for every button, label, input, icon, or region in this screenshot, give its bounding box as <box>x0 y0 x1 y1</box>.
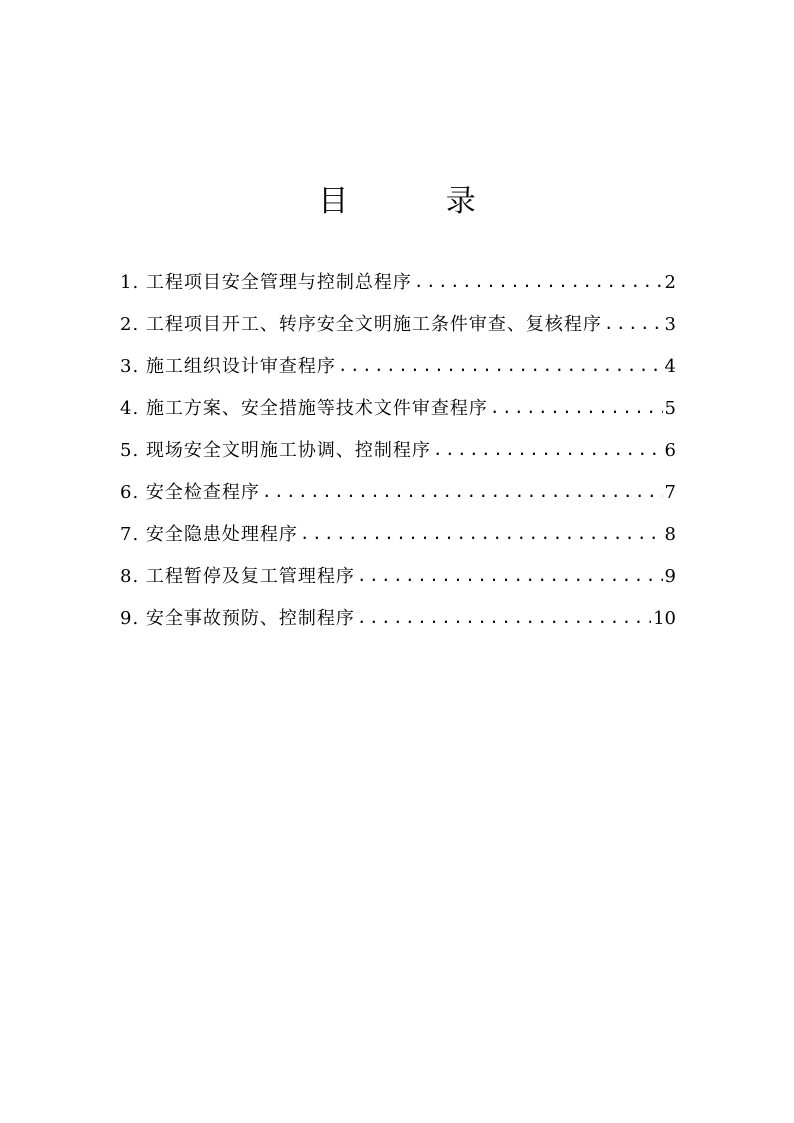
toc-entry-page: 3 <box>664 314 676 335</box>
toc-leader-dots <box>604 311 663 337</box>
toc-entry-text: 6. 安全检查程序 <box>120 482 260 503</box>
toc-entry-page: 2 <box>664 272 676 293</box>
toc-list <box>120 270 676 648</box>
toc-entry-text: 3. 施工组织设计审查程序 <box>120 356 336 377</box>
toc-entry-page: 8 <box>664 524 676 545</box>
toc-entry-text: 5. 现场安全文明施工协调、控制程序 <box>120 440 431 461</box>
toc-entry-page: 10 <box>653 608 676 629</box>
toc-entry-page: 7 <box>664 482 676 503</box>
toc-leader-dots <box>338 353 663 379</box>
toc-leader-dots <box>357 605 651 631</box>
toc-leader-dots <box>433 437 663 463</box>
toc-entry[interactable] <box>120 396 676 438</box>
toc-entry-page: 9 <box>664 566 676 587</box>
toc-entry-text: 8. 工程暂停及复工管理程序 <box>120 566 355 587</box>
toc-entry-text: 1. 工程项目安全管理与控制总程序 <box>120 272 412 293</box>
toc-entry-text: 4. 施工方案、安全措施等技术文件审查程序 <box>120 398 488 419</box>
toc-leader-dots <box>414 269 663 295</box>
toc-entry-page: 5 <box>664 398 676 419</box>
toc-title: 目 录 <box>318 184 520 219</box>
toc-entry-text: 2. 工程项目开工、转序安全文明施工条件审查、复核程序 <box>120 314 602 335</box>
toc-entry[interactable] <box>120 606 676 648</box>
toc-entry[interactable] <box>120 312 676 354</box>
toc-entry-page: 6 <box>664 440 676 461</box>
toc-entry-page: 4 <box>664 356 676 377</box>
toc-leader-dots <box>490 395 663 421</box>
toc-entry[interactable] <box>120 522 676 564</box>
toc-entry[interactable] <box>120 354 676 396</box>
toc-entry[interactable] <box>120 480 676 522</box>
toc-leader-dots <box>357 563 663 589</box>
toc-entry[interactable] <box>120 564 676 606</box>
toc-leader-dots <box>300 521 663 547</box>
toc-entry-text: 9. 安全事故预防、控制程序 <box>120 608 355 629</box>
toc-entry-text: 7. 安全隐患处理程序 <box>120 524 298 545</box>
toc-leader-dots <box>262 479 663 505</box>
toc-entry[interactable] <box>120 438 676 480</box>
toc-entry[interactable] <box>120 270 676 312</box>
